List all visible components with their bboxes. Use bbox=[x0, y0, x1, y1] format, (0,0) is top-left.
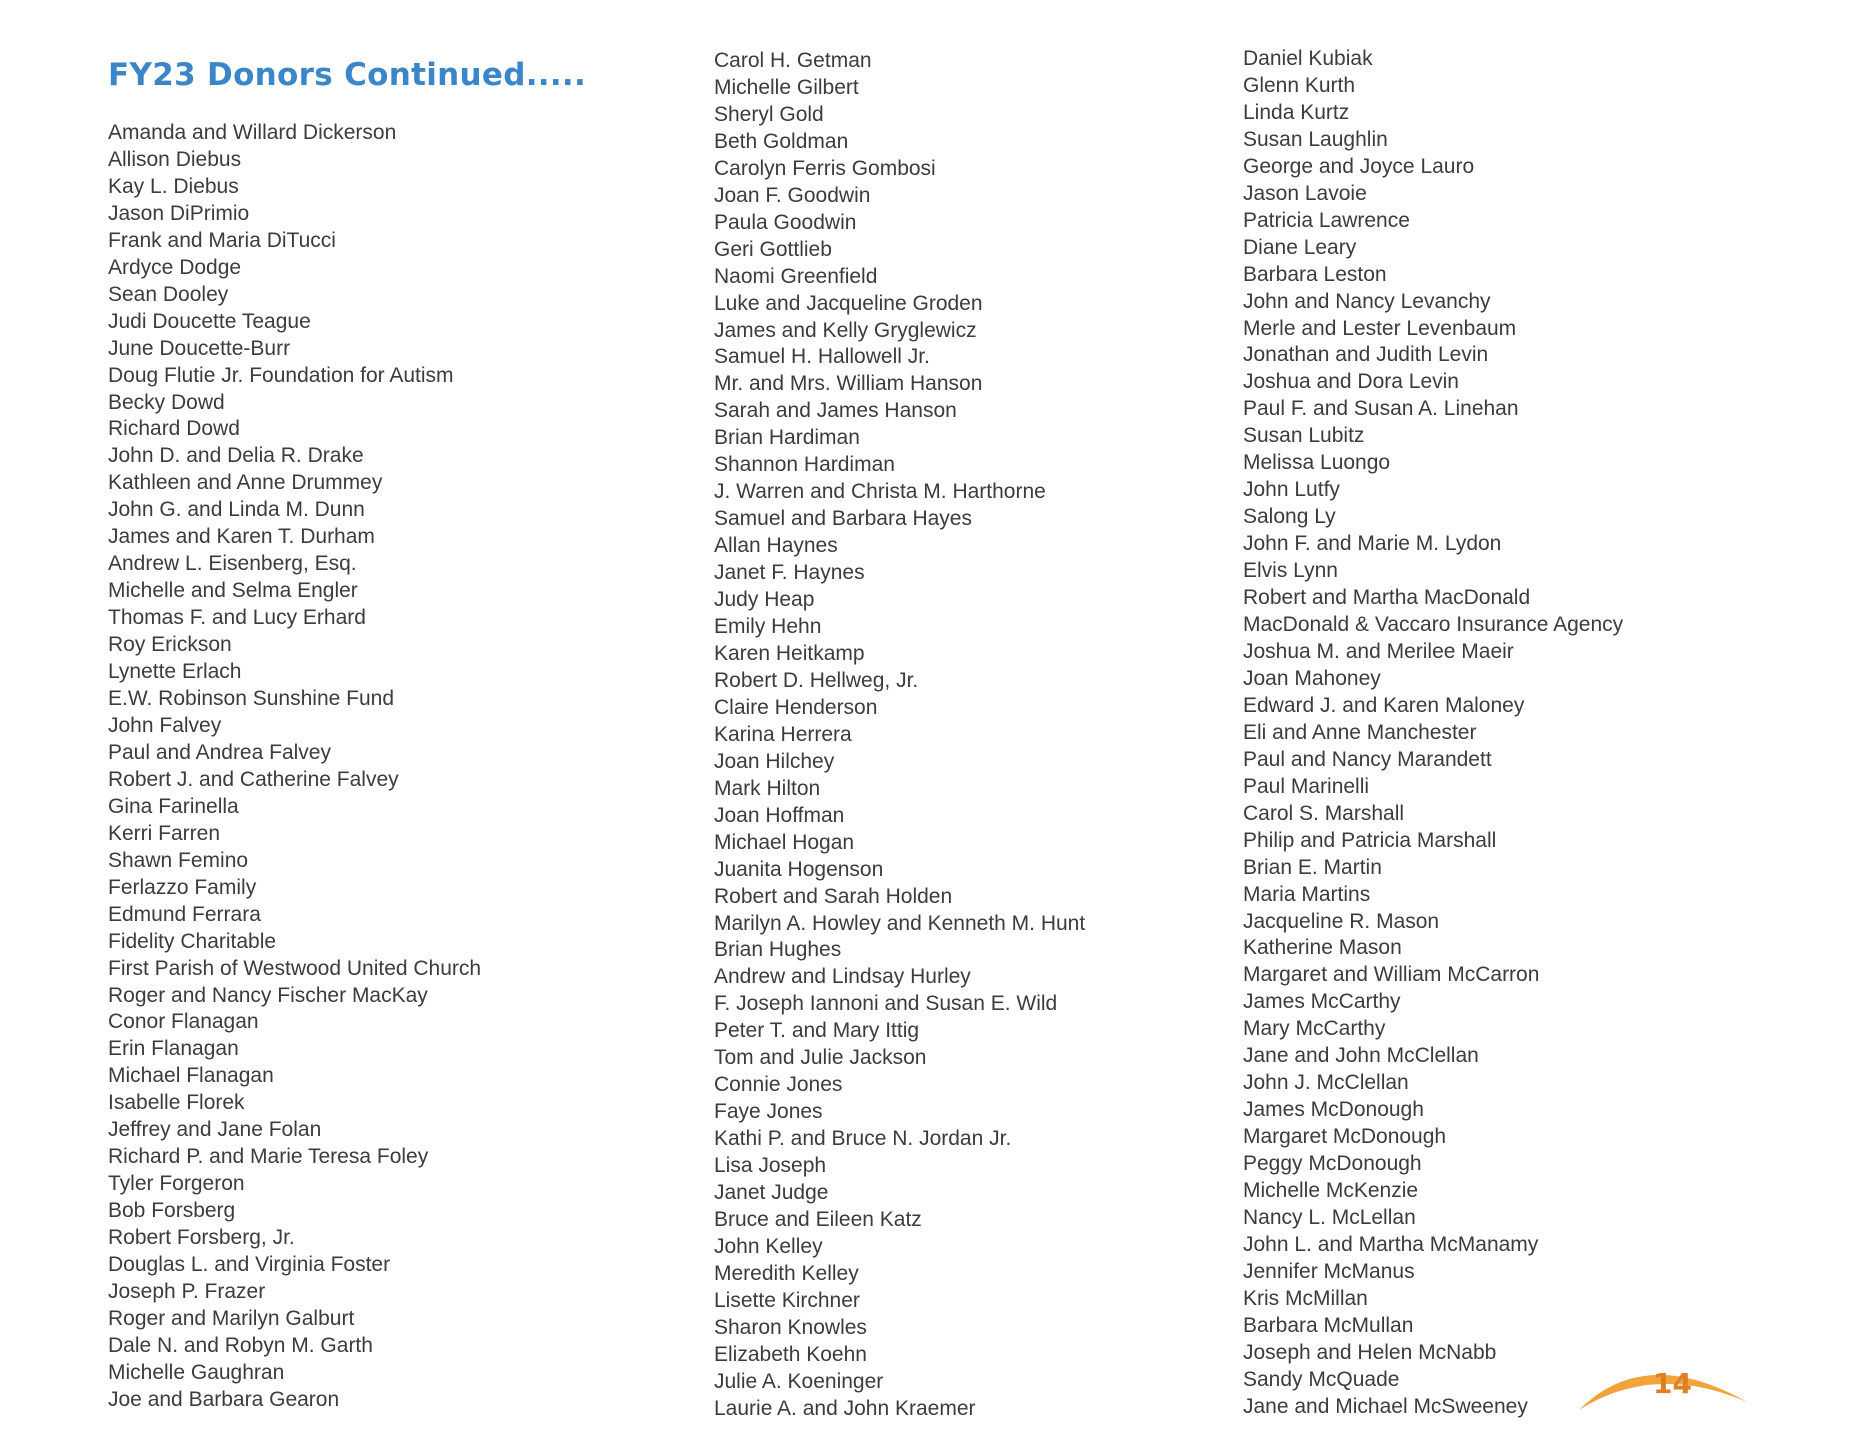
donor-name: Eli and Anne Manchester bbox=[1243, 720, 1477, 744]
donor-name: Philip and Patricia Marshall bbox=[1243, 828, 1497, 852]
donor-name: Michael Hogan bbox=[714, 830, 855, 854]
donor-name: Roger and Marilyn Galburt bbox=[108, 1306, 355, 1330]
donor-name: George and Joyce Lauro bbox=[1243, 154, 1475, 178]
donor-name: J. Warren and Christa M. Harthorne bbox=[714, 480, 1046, 504]
donor-name: Maria Martins bbox=[1243, 882, 1371, 906]
donor-name: Becky Dowd bbox=[108, 390, 225, 414]
donor-name: Judi Doucette Teague bbox=[108, 309, 311, 333]
donor-name: Paula Goodwin bbox=[714, 210, 857, 234]
donor-name: Janet Judge bbox=[714, 1181, 829, 1205]
page-number-badge bbox=[1575, 1352, 1750, 1412]
donor-name: Carol S. Marshall bbox=[1243, 801, 1405, 825]
donor-name: Kris McMillan bbox=[1243, 1286, 1368, 1310]
donor-name: Bob Forsberg bbox=[108, 1199, 236, 1223]
donor-name: Julie A. Koeninger bbox=[714, 1369, 884, 1393]
donor-name: Carol H. Getman bbox=[714, 49, 872, 72]
donor-name: Sean Dooley bbox=[108, 282, 229, 306]
donor-name: Ferlazzo Family bbox=[108, 875, 257, 899]
donor-name: Michelle McKenzie bbox=[1243, 1179, 1419, 1203]
donor-name: Janet F. Haynes bbox=[714, 561, 865, 585]
donor-name: Joan F. Goodwin bbox=[714, 183, 871, 207]
donor-name: Susan Lubitz bbox=[1243, 424, 1365, 448]
donor-name: Jacqueline R. Mason bbox=[1243, 909, 1440, 933]
page-number: 14 bbox=[1653, 1367, 1692, 1400]
donor-name: Fidelity Charitable bbox=[108, 929, 277, 953]
donor-name: John Falvey bbox=[108, 713, 222, 737]
donor-name: Michelle and Selma Engler bbox=[108, 579, 358, 603]
donor-name: Emily Hehn bbox=[714, 615, 822, 639]
donor-name: Margaret and William McCarron bbox=[1243, 963, 1540, 987]
donor-name: June Doucette-Burr bbox=[108, 336, 291, 360]
donor-name: Carolyn Ferris Gombosi bbox=[714, 156, 936, 180]
donor-name: First Parish of Westwood United Church bbox=[108, 956, 482, 980]
donor-name: Frank and Maria DiTucci bbox=[108, 228, 336, 252]
donor-name: Gina Farinella bbox=[108, 794, 239, 818]
donor-name: Andrew L. Eisenberg, Esq. bbox=[108, 552, 357, 576]
donor-name: Kathleen and Anne Drummey bbox=[108, 471, 383, 495]
donor-name: Samuel and Barbara Hayes bbox=[714, 507, 972, 531]
donor-name: Mary McCarthy bbox=[1243, 1017, 1386, 1041]
donor-name: Mr. and Mrs. William Hanson bbox=[714, 372, 983, 396]
donor-name: Paul F. and Susan A. Linehan bbox=[1243, 397, 1519, 421]
donor-name: Salong Ly bbox=[1243, 505, 1336, 529]
donor-name: Shawn Femino bbox=[108, 848, 249, 872]
donor-name: Glenn Kurth bbox=[1243, 73, 1356, 97]
donor-name: Robert Forsberg, Jr. bbox=[108, 1226, 295, 1250]
donor-name: James and Kelly Gryglewicz bbox=[714, 318, 977, 342]
donor-name: Daniel Kubiak bbox=[1243, 47, 1373, 70]
donor-name: Richard P. and Marie Teresa Foley bbox=[108, 1145, 429, 1169]
page-title: FY23 Donors Continued..... bbox=[108, 57, 587, 93]
donor-name: Robert D. Hellweg, Jr. bbox=[714, 668, 919, 692]
donor-name: Allison Diebus bbox=[108, 147, 242, 171]
donor-name: John Lutfy bbox=[1243, 478, 1340, 502]
donor-name: Joan Hilchey bbox=[714, 749, 835, 773]
donor-name: Geri Gottlieb bbox=[714, 237, 832, 261]
donor-name: Isabelle Florek bbox=[108, 1091, 245, 1115]
donor-name: John G. and Linda M. Dunn bbox=[108, 498, 365, 522]
donor-name: Lisette Kirchner bbox=[714, 1288, 860, 1312]
donor-name: F. Joseph Iannoni and Susan E. Wild bbox=[714, 992, 1058, 1016]
donor-name: Meredith Kelley bbox=[714, 1261, 859, 1285]
donor-name: Jane and John McClellan bbox=[1243, 1044, 1479, 1068]
donor-name: Kerri Farren bbox=[108, 821, 221, 845]
donor-name: Peter T. and Mary Ittig bbox=[714, 1019, 920, 1043]
donor-name: Elvis Lynn bbox=[1243, 559, 1338, 583]
donor-name: Diane Leary bbox=[1243, 235, 1357, 259]
donor-name: Michelle Gaughran bbox=[108, 1360, 285, 1384]
donor-name: Judy Heap bbox=[714, 588, 815, 612]
donor-name: Jennifer McManus bbox=[1243, 1259, 1415, 1283]
donor-name: Ardyce Dodge bbox=[108, 255, 242, 279]
donor-name: John F. and Marie M. Lydon bbox=[1243, 532, 1502, 556]
donor-name: Joseph and Helen McNabb bbox=[1243, 1340, 1497, 1364]
donor-name: Thomas F. and Lucy Erhard bbox=[108, 606, 366, 630]
donor-name: John L. and Martha McManamy bbox=[1243, 1232, 1539, 1256]
donor-name: Allan Haynes bbox=[714, 534, 838, 558]
donor-name: Michael Flanagan bbox=[108, 1064, 274, 1088]
donor-name: Lisa Joseph bbox=[714, 1154, 827, 1178]
donor-name: Kathi P. and Bruce N. Jordan Jr. bbox=[714, 1127, 1012, 1151]
donor-name: John Kelley bbox=[714, 1234, 823, 1258]
donor-name: Amanda and Willard Dickerson bbox=[108, 121, 397, 144]
donor-name: Jeffrey and Jane Folan bbox=[108, 1118, 322, 1142]
donor-name: Karen Heitkamp bbox=[714, 641, 865, 665]
donor-name: Richard Dowd bbox=[108, 417, 240, 441]
donor-name: Brian E. Martin bbox=[1243, 855, 1382, 879]
donor-name: Karina Herrera bbox=[714, 722, 852, 746]
donor-name: Doug Flutie Jr. Foundation for Autism bbox=[108, 363, 454, 387]
donor-name: Andrew and Lindsay Hurley bbox=[714, 965, 971, 989]
donor-name: Paul Marinelli bbox=[1243, 774, 1370, 798]
donor-name: Kay L. Diebus bbox=[108, 174, 239, 198]
donor-name: Connie Jones bbox=[714, 1073, 843, 1097]
donor-name: Conor Flanagan bbox=[108, 1010, 259, 1034]
donor-name: Paul and Nancy Marandett bbox=[1243, 747, 1492, 771]
donor-name: Juanita Hogenson bbox=[714, 857, 884, 881]
donor-column-1 bbox=[108, 120, 481, 1414]
donor-name: Jason DiPrimio bbox=[108, 201, 250, 225]
donor-name: Michelle Gilbert bbox=[714, 75, 859, 99]
donor-name: Joshua and Dora Levin bbox=[1243, 370, 1459, 394]
donor-name: Paul and Andrea Falvey bbox=[108, 740, 331, 764]
donor-name: Edmund Ferrara bbox=[108, 902, 261, 926]
donor-name: Joan Mahoney bbox=[1243, 666, 1381, 690]
donor-name: MacDonald & Vaccaro Insurance Agency bbox=[1243, 613, 1624, 637]
donor-name: Robert and Martha MacDonald bbox=[1243, 586, 1531, 610]
donor-name: Patricia Lawrence bbox=[1243, 208, 1410, 232]
donor-column-2 bbox=[714, 48, 1085, 1423]
donor-name: Claire Henderson bbox=[714, 695, 878, 719]
donor-name: Samuel H. Hallowell Jr. bbox=[714, 345, 930, 369]
donor-name: Merle and Lester Levenbaum bbox=[1243, 316, 1517, 340]
donor-name: Lynette Erlach bbox=[108, 660, 242, 684]
donor-name: Mark Hilton bbox=[714, 776, 821, 800]
donor-name: John J. McClellan bbox=[1243, 1071, 1409, 1095]
donor-name: James McCarthy bbox=[1243, 990, 1401, 1014]
donor-name: Sandy McQuade bbox=[1243, 1367, 1400, 1391]
donor-name: Joseph P. Frazer bbox=[108, 1279, 266, 1303]
donor-name: Barbara McMullan bbox=[1243, 1313, 1414, 1337]
donor-name: Katherine Mason bbox=[1243, 936, 1402, 960]
donor-name: Sarah and James Hanson bbox=[714, 399, 957, 423]
donor-name: Robert and Sarah Holden bbox=[714, 884, 953, 908]
donor-name: Roy Erickson bbox=[108, 633, 232, 657]
donor-name: Nancy L. McLellan bbox=[1243, 1205, 1416, 1229]
donor-name: John D. and Delia R. Drake bbox=[108, 444, 364, 468]
donor-name: Erin Flanagan bbox=[108, 1037, 239, 1061]
donor-name: Joan Hoffman bbox=[714, 803, 845, 827]
donor-column-3 bbox=[1243, 46, 1623, 1421]
donor-name: Melissa Luongo bbox=[1243, 451, 1391, 475]
donor-name: Linda Kurtz bbox=[1243, 100, 1350, 124]
donor-name: Susan Laughlin bbox=[1243, 127, 1388, 151]
donor-name: James McDonough bbox=[1243, 1098, 1424, 1122]
donor-name: Jason Lavoie bbox=[1243, 181, 1367, 205]
donor-name: Luke and Jacqueline Groden bbox=[714, 291, 983, 315]
donor-name: Beth Goldman bbox=[714, 129, 849, 153]
donor-name: Edward J. and Karen Maloney bbox=[1243, 693, 1525, 717]
donor-name: Joshua M. and Merilee Maeir bbox=[1243, 639, 1514, 663]
donor-name: Robert J. and Catherine Falvey bbox=[108, 767, 399, 791]
donor-name: Barbara Leston bbox=[1243, 262, 1387, 286]
donor-name: Faye Jones bbox=[714, 1100, 823, 1124]
donor-name: Marilyn A. Howley and Kenneth M. Hunt bbox=[714, 911, 1086, 935]
donor-name: Tyler Forgeron bbox=[108, 1172, 245, 1196]
donor-name: Brian Hughes bbox=[714, 938, 842, 962]
donor-name: Dale N. and Robyn M. Garth bbox=[108, 1333, 373, 1357]
donor-name: Margaret McDonough bbox=[1243, 1125, 1447, 1149]
donor-name: Douglas L. and Virginia Foster bbox=[108, 1253, 391, 1277]
donor-name: Naomi Greenfield bbox=[714, 264, 878, 288]
donor-name: James and Karen T. Durham bbox=[108, 525, 375, 549]
donor-name: Joe and Barbara Gearon bbox=[108, 1387, 340, 1411]
donor-name: Shannon Hardiman bbox=[714, 453, 895, 477]
donor-name: John and Nancy Levanchy bbox=[1243, 289, 1491, 313]
donor-name: Brian Hardiman bbox=[714, 426, 860, 450]
donor-name: Laurie A. and John Kraemer bbox=[714, 1396, 976, 1420]
donor-name: Peggy McDonough bbox=[1243, 1152, 1422, 1176]
donor-name: Sharon Knowles bbox=[714, 1315, 867, 1339]
donor-name: Elizabeth Koehn bbox=[714, 1342, 867, 1366]
donor-name: Sheryl Gold bbox=[714, 102, 824, 126]
donor-name: Jane and Michael McSweeney bbox=[1243, 1394, 1528, 1418]
donor-name: Roger and Nancy Fischer MacKay bbox=[108, 983, 428, 1007]
donor-name: Bruce and Eileen Katz bbox=[714, 1207, 922, 1231]
donor-name: Tom and Julie Jackson bbox=[714, 1046, 927, 1070]
donor-name: E.W. Robinson Sunshine Fund bbox=[108, 687, 395, 711]
donor-name: Jonathan and Judith Levin bbox=[1243, 343, 1489, 367]
